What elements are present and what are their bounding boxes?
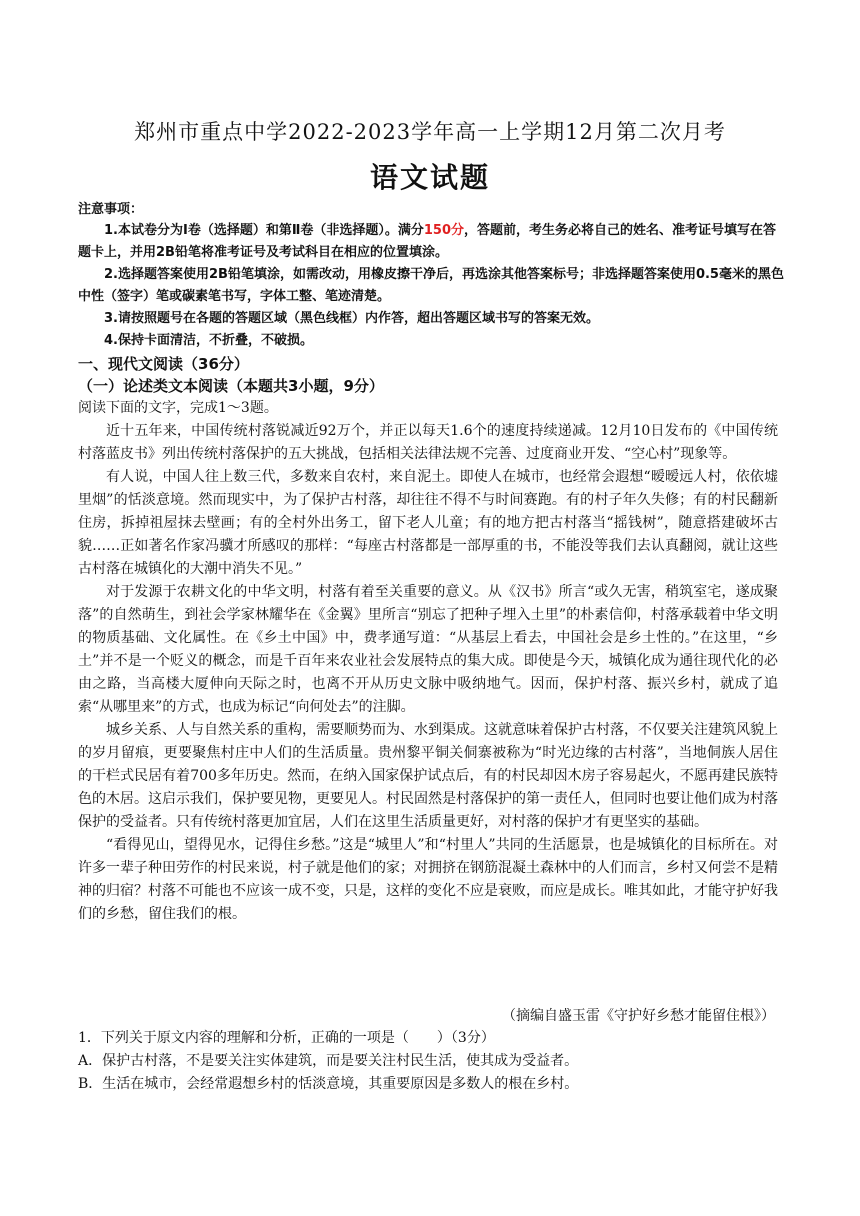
full-score-highlight: 150分 [423, 223, 465, 238]
exam-title: 郑州市重点中学2022-2023学年高一上学期12月第二次月考 [134, 120, 726, 144]
notes-item-1 [78, 220, 788, 264]
subsection-title: （一）论述类文本阅读（本题共3小题，9分） [78, 377, 384, 395]
passage-paragraph-2: 有人说，中国人往上数三代，多数来自农村，来自泥土。即使人在城市，也经常会遐想“暧暧远人村，依依墟里烟”的恬淡意境。然而现实中，为了保护古村落，却往往不得不与时间赛跑。有的村子年久失修；有的村民翻新住房，拆掉祖屋抹去壁画；有的全村外出务工，留下老人儿童；有的地方把古村落当“摇钱树”，随意搭建破坏古貌……正如著名作家冯骥才所感叹的那样：“每座古村落都是一部厚重的书，不能没等我们去认真翻阅，就让这些古村落在城镇化的大潮中消失不见。” [78, 469, 778, 577]
notes-item-3: 3.请按照题号在各题的答题区域（黑色线框）内作答，超出答题区域书写的答案无效。 [104, 311, 599, 326]
question-1-stem: 1．下列关于原文内容的理解和分析，正确的一项是（ ）（3分） [78, 1030, 495, 1046]
notes-item-4: 4.保持卡面清洁，不折叠，不破损。 [104, 333, 313, 348]
notes-block [78, 199, 788, 352]
notes-heading: 注意事项： [78, 202, 144, 217]
reading-instruction: 阅读下面的文字，完成1～3题。 [78, 400, 278, 416]
question-1-option-a: A．保护古村落，不是要关注实体建筑，而是要关注村民生活，使其成为受益者。 [78, 1053, 579, 1069]
section-title: 一、现代文阅读（36分） [78, 355, 249, 373]
notes-item-1-before: 1.本试卷分为Ⅰ卷（选择题）和第Ⅱ卷（非选择题）。满分 [104, 223, 424, 238]
subject-title: 语文试题 [369, 161, 490, 194]
passage-paragraph-1: 近十五年来，中国传统村落锐减近92万个，并正以每天1.6个的速度持续递减。12月10日发布的《中国传统村落蓝皮书》列出传统村落保护的五大挑战，包括相关法律法规不完善、过度商业开发、“空心村”现象等。 [78, 423, 778, 462]
passage-paragraph-3: 对于发源于农耕文化的中华文明，村落有着至关重要的意义。从《汉书》所言“或久无害，稍筑室宅，遂成聚落”的自然萌生，到社会学家林耀华在《金翼》里所言“别忘了把种子埋入土里”的朴素信仰，村落承载着中华文明的物质基础、文化属性。在《乡土中国》中，费孝通写道：“从基层上看去，中国社会是乡土性的。”在这里，“乡土”并不是一个贬义的概念，而是千百年来农业社会发展特点的集大成。即使是今天，城镇化成为通往现代化的必由之路，当高楼大厦伸向天际之时，也离不开从历史文脉中吸纳地气。因而，保护村落、振兴乡村，就成了追索“从哪里来”的方式，也成为标记“向何处去”的注脚。 [78, 584, 778, 715]
notes-item-2: 2.选择题答案使用2B铅笔填涂，如需改动，用橡皮擦干净后，再选涂其他答案标号；非选择题答案使用0.5毫米的黑色中性（签字）笔或碳素笔书写，字体工整、笔迹清楚。 [78, 267, 784, 304]
passage [78, 420, 778, 926]
passage-paragraph-5: “看得见山，望得见水，记得住乡愁。”这是“城里人”和“村里人”共同的生活愿景，也是城镇化的目标所在。对许多一辈子种田劳作的村民来说，村子就是他们的家；对拥挤在钢筋混凝土森林中的人们而言，乡村又何尝不是精神的归宿？村落不可能也不应该一成不变，只是，这样的变化不应是衰败，而应是成长。唯其如此，才能守护好我们的乡愁，留住我们的根。 [78, 837, 778, 922]
passage-paragraph-4: 城乡关系、人与自然关系的重构，需要顺势而为、水到渠成。这就意味着保护古村落，不仅要关注建筑风貌上的岁月留痕，更要聚焦村庄中人们的生活质量。贵州黎平铜关侗寨被称为“时光边缘的古村落”，当地侗族人居住的干栏式民居有着700多年历史。然而，在纳入国家保护试点后，有的村民却因木房子容易起火，不愿再建民族特色的木居。这启示我们，保护要见物，更要见人。村民固然是村落保护的第一责任人，但同时也要让他们成为村落保护的受益者。只有传统村落更加宜居，人们在这里生活质量更好，对村落的保护才有更坚实的基础。 [78, 722, 778, 830]
notes-item-1-after: ，答题前，考生务必将自己的姓名、准考证号填写在答题卡上，并用2B铅笔将准考证号及考试科目在相应的位置填涂。 [78, 223, 777, 260]
question-1-option-b: B．生活在城市，会经常遐想乡村的恬淡意境，其重要原因是多数人的根在乡村。 [78, 1076, 579, 1092]
passage-source: （摘编自盛玉雷《守护好乡愁才能留住根》） [502, 1008, 775, 1024]
